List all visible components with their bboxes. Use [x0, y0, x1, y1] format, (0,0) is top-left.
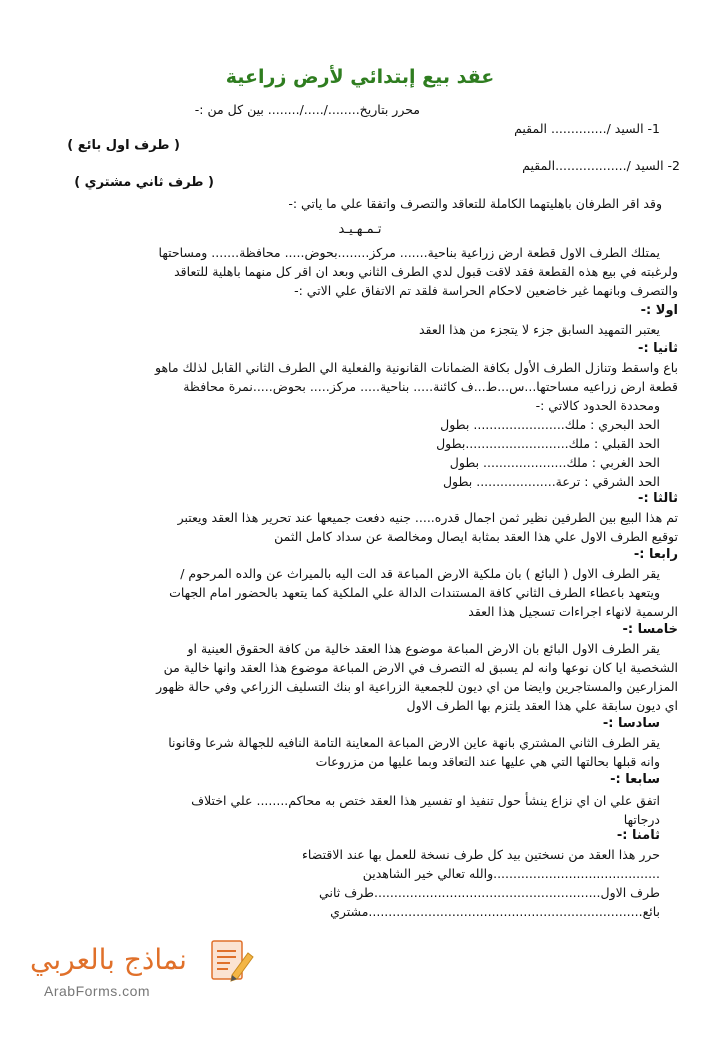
- document-pencil-icon: [204, 935, 256, 987]
- logo-english-text: ArabForms.com: [44, 983, 151, 999]
- section-3-line-2: توقيع الطرف الاول علي هذا العقد بمثابة ايصال ومخالصة عن سداد كامل الثمن: [274, 529, 678, 544]
- section-6-heading: سادسا :-: [602, 716, 660, 731]
- first-party-label: ( طرف اول بائع ): [67, 138, 180, 153]
- first-party-line: 1- السيد /.............. المقيم: [514, 121, 660, 136]
- section-4-line-1: يقر الطرف الاول ( البائع ) بان ملكية الارض المباعة قد الت اليه بالميراث عن والده المرحوم /: [180, 566, 660, 581]
- boundary-west: الحد الغربي : ملك..................... بطول: [449, 455, 660, 470]
- arabforms-logo[interactable]: [28, 935, 258, 1005]
- boundary-south: الحد القبلي : ملك..........................بطول: [436, 436, 660, 451]
- section-8-line-2: ..........................................والله تعالي خير الشاهدين: [362, 866, 660, 881]
- section-1-heading: اولا :-: [640, 303, 678, 318]
- logo-arabic-text: نماذج بالعربي: [30, 943, 187, 976]
- boundary-east: الحد الشرقي : ترعة.................... بطول: [442, 474, 660, 489]
- section-6-line-2: وانه قبلها بحالتها التي هي عليها عند التعاقد وبما عليها من مزروعات: [315, 754, 660, 769]
- section-2-line-1: باع واسقط وتنازل الطرف الأول بكافة الضمانات القانونية والفعلية الي الطرف الثاني القابل لذلك ماهو: [154, 360, 678, 375]
- second-party-line: 2- السيد /..................المقيم: [522, 158, 680, 173]
- section-5-line-1: يقر الطرف الاول البائع بان الارض المباعة موضوع هذا العقد خالية من كافة الحقوق العينية او: [187, 641, 660, 656]
- section-2-heading: ثانيا :-: [638, 341, 678, 356]
- preamble-heading: تـمـهـيـد: [338, 222, 382, 237]
- intro-date-line: محرر بتاريخ......../...../........ بين كل من :-: [194, 102, 420, 117]
- section-6-line-1: يقر الطرف الثاني المشتري بانهة عاين الارض المباعة المعاينة التامة النافيه للجهالة شرعا وقانونا: [168, 735, 660, 750]
- section-2-line-2: قطعة ارض زراعيه مساحتها...س...ط...ف كائنة..... بناحية..... مركز..... بحوض.....نمرة محافظة: [183, 379, 678, 394]
- section-8-heading: ثامنا :-: [616, 828, 660, 843]
- signature-party-two: بائع.....................................................................مشتري: [330, 904, 660, 919]
- section-2-line-3: ومحددة الحدود كالاتي :-: [535, 398, 660, 413]
- preamble-line-2: ولرغبته في بيع هذه القطعة فقد لاقت قبول لدي الطرف الثاني وبعد ان اقر كل منهما باهلية للتعاقد: [174, 264, 678, 279]
- section-5-line-2: الشخصية ايا كان نوعها وانه لم يسبق له التصرف في الارض المباعة موضوع هذا العقد وانها خالية من: [163, 660, 678, 675]
- section-4-heading: رابعا :-: [633, 547, 678, 562]
- section-7-heading: سابعا :-: [610, 772, 660, 787]
- section-5-line-3: المزارعين والمستاجرين وايضا من اي ديون للجمعية الزراعية او بنك التسليف الزراعي وفي حالة ظهور: [156, 679, 678, 694]
- section-1-line-1: يعتبر التمهيد السابق جزء لا يتجزء من هذا العقد: [418, 322, 660, 337]
- agreement-line: وقد اقر الطرفان باهليتهما الكاملة للتعاقد والتصرف واتفقا علي ما ياتي :-: [288, 196, 662, 211]
- section-4-line-3: الرسمية لانهاء اجراءات تسجيل هذا العقد: [468, 604, 678, 619]
- signature-party-one: طرف الاول.........................................................طرف ثاني: [319, 885, 660, 900]
- section-4-line-2: ويتعهد باعطاء الطرف الثاني كافة المستندات الدالة علي الملكية كما يتعهد بالحضور امام الجهات: [169, 585, 660, 600]
- second-party-label: ( طرف ثاني مشتري ): [74, 175, 214, 190]
- section-7-line-1: اتفق علي ان اي نزاع ينشأ حول تنفيذ او تفسير هذا العقد ختص به محاكم........ علي اختلاف: [191, 793, 660, 808]
- section-5-line-4: اي ديون سابقة علي هذا العقد يلتزم بها الطرف الاول: [406, 698, 678, 713]
- section-3-line-1: تم هذا البيع بين الطرفين نظير ثمن اجمال قدره..... جنيه دفعت جميعها عند تحرير هذا العقد ويعتبر: [177, 510, 678, 525]
- preamble-line-3: والتصرف وبانهما غير خاضعين لاحكام الحراسة فلقد تم الاتفاق علي الاتي :-: [294, 283, 678, 298]
- preamble-line-1: يمتلك الطرف الاول قطعة ارض زراعية بناحية....... مركز........بحوض..... محافظة....... ومساحتها: [158, 245, 660, 260]
- section-5-heading: خامسا :-: [622, 622, 678, 637]
- section-3-heading: ثالثا :-: [638, 491, 678, 506]
- document-title: عقد بيع إبتدائي لأرض زراعية: [225, 66, 495, 88]
- section-7-line-2: درجاتها: [623, 812, 660, 827]
- boundary-north: الحد البحري : ملك....................... بطول: [440, 417, 660, 432]
- section-8-line-1: حرر هذا العقد من نسختين بيد كل طرف نسخة للعمل بها عند الاقتضاء: [302, 847, 660, 862]
